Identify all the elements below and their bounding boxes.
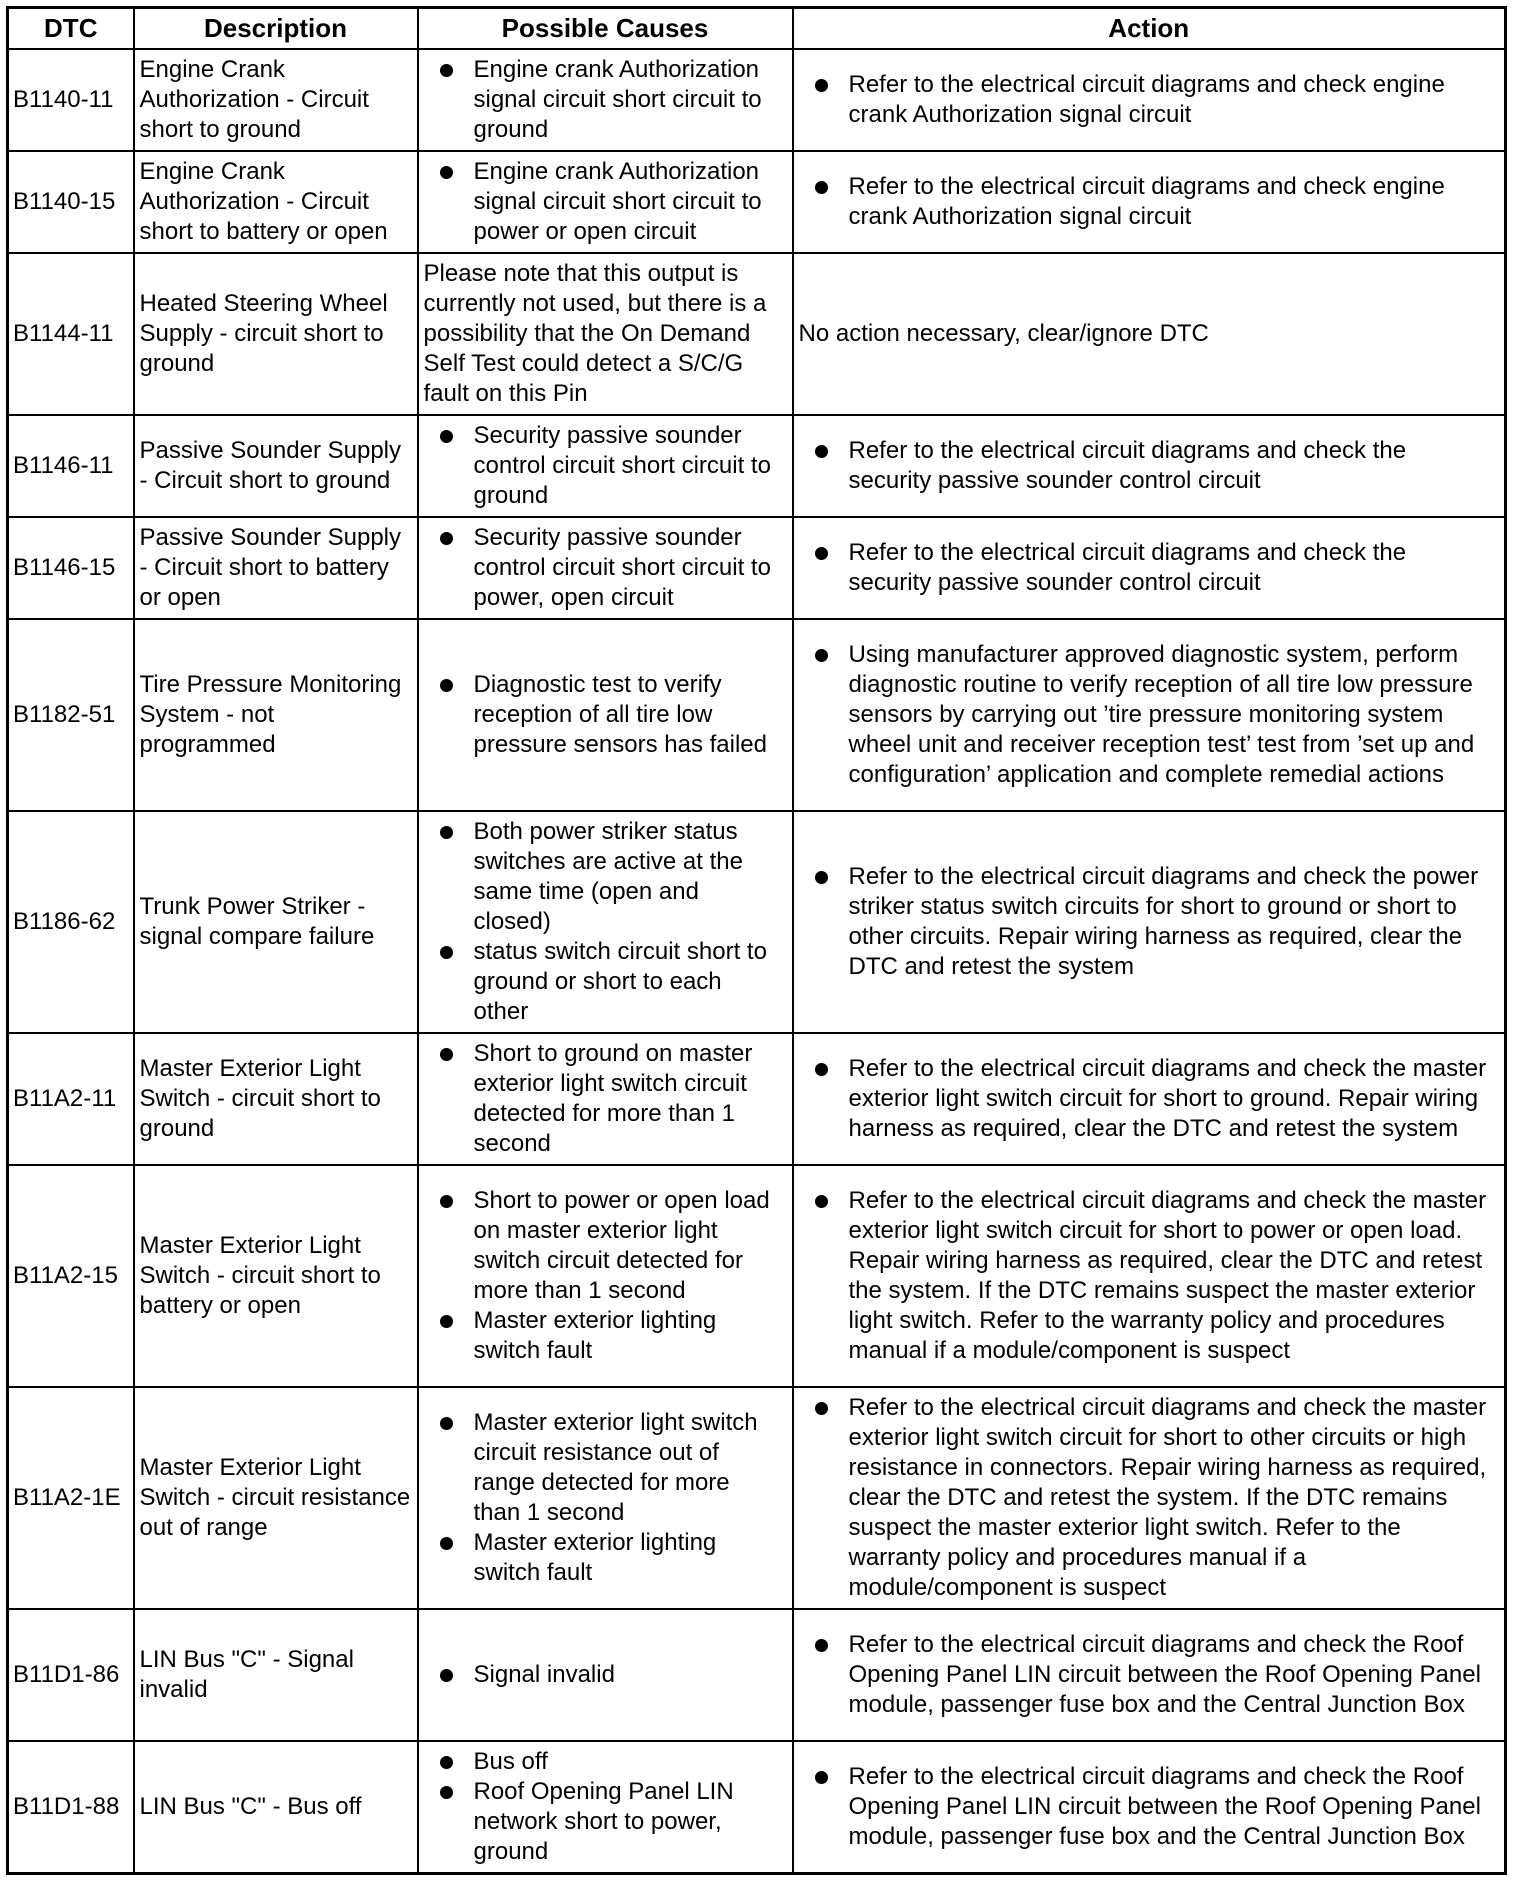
cause-item: Both power striker status switches are active at the same time (open and closed) bbox=[474, 817, 783, 937]
dtc-description: Engine Crank Authorization - Circuit short to battery or open bbox=[134, 151, 418, 253]
dtc-code: B1140-15 bbox=[8, 151, 134, 253]
table-row bbox=[8, 49, 1506, 151]
possible-causes bbox=[418, 1741, 793, 1873]
action bbox=[793, 415, 1506, 517]
dtc-code: B1146-15 bbox=[8, 517, 134, 619]
cause-item: Engine crank Authorization signal circuit short circuit to power or open circuit bbox=[474, 157, 783, 247]
header-possible-causes: Possible Causes bbox=[418, 8, 793, 50]
action-item: Using manufacturer approved diagnostic system, perform diagnostic routine to verify reception of all tire low pressure sensors by carrying out ’tire pressure monitoring system wheel unit and receiver reception test’ test from ’set up and configuration’ application and complete remedial actions bbox=[849, 640, 1496, 790]
dtc-description: Heated Steering Wheel Supply - circuit short to ground bbox=[134, 253, 418, 415]
action-item: Refer to the electrical circuit diagrams and check the master exterior light switch circuit for short to power or open load. Repair wiring harness as required, clear the DTC and retest the system. If the DTC remains suspect the master exterior light switch. Refer to the warranty policy and procedures manual if a module/component is suspect bbox=[849, 1186, 1496, 1366]
possible-causes bbox=[418, 1387, 793, 1609]
action bbox=[793, 1387, 1506, 1609]
action-list bbox=[799, 436, 1500, 496]
possible-causes bbox=[418, 49, 793, 151]
dtc-description: LIN Bus "C" - Signal invalid bbox=[134, 1609, 418, 1741]
action-list bbox=[799, 538, 1500, 598]
header-row bbox=[8, 8, 1506, 50]
action-list bbox=[799, 640, 1500, 790]
causes-list bbox=[424, 1660, 787, 1690]
action bbox=[793, 811, 1506, 1033]
action-item: Refer to the electrical circuit diagrams and check the security passive sounder control circuit bbox=[849, 436, 1496, 496]
dtc-code: B11D1-88 bbox=[8, 1741, 134, 1873]
action-item: Refer to the electrical circuit diagrams and check the Roof Opening Panel LIN circuit between the Roof Opening Panel module, passenger fuse box and the Central Junction Box bbox=[849, 1762, 1496, 1852]
action-list bbox=[799, 1762, 1500, 1852]
dtc-code: B1140-11 bbox=[8, 49, 134, 151]
dtc-description: Tire Pressure Monitoring System - not programmed bbox=[134, 619, 418, 811]
cause-item: Security passive sounder control circuit short circuit to power, open circuit bbox=[474, 523, 783, 613]
dtc-description: Passive Sounder Supply - Circuit short to battery or open bbox=[134, 517, 418, 619]
dtc-description: Trunk Power Striker - signal compare failure bbox=[134, 811, 418, 1033]
causes-list bbox=[424, 1408, 787, 1588]
causes-list bbox=[424, 1186, 787, 1366]
action bbox=[793, 151, 1506, 253]
action: No action necessary, clear/ignore DTC bbox=[793, 253, 1506, 415]
causes-list bbox=[424, 1039, 787, 1159]
table-row bbox=[8, 253, 1506, 415]
causes-list bbox=[424, 817, 787, 1027]
table-row bbox=[8, 517, 1506, 619]
table-row bbox=[8, 1033, 1506, 1165]
action bbox=[793, 1033, 1506, 1165]
action-list bbox=[799, 70, 1500, 130]
dtc-code: B1186-62 bbox=[8, 811, 134, 1033]
action bbox=[793, 517, 1506, 619]
dtc-code: B1144-11 bbox=[8, 253, 134, 415]
causes-list bbox=[424, 670, 787, 760]
table-row bbox=[8, 1609, 1506, 1741]
dtc-code: B11D1-86 bbox=[8, 1609, 134, 1741]
action-item: Refer to the electrical circuit diagrams and check engine crank Authorization signal circuit bbox=[849, 70, 1496, 130]
cause-item: Signal invalid bbox=[474, 1660, 783, 1690]
header-dtc: DTC bbox=[8, 8, 134, 50]
cause-item: Master exterior lighting switch fault bbox=[474, 1306, 783, 1366]
dtc-description: Master Exterior Light Switch - circuit resistance out of range bbox=[134, 1387, 418, 1609]
action-item: Refer to the electrical circuit diagrams and check the Roof Opening Panel LIN circuit between the Roof Opening Panel module, passenger fuse box and the Central Junction Box bbox=[849, 1630, 1496, 1720]
action bbox=[793, 619, 1506, 811]
action-list bbox=[799, 1393, 1500, 1603]
possible-causes bbox=[418, 1609, 793, 1741]
action-list bbox=[799, 172, 1500, 232]
cause-item: Diagnostic test to verify reception of all tire low pressure sensors has failed bbox=[474, 670, 783, 760]
action-item: Refer to the electrical circuit diagrams and check the power striker status switch circuits for short to ground or short to other circuits. Repair wiring harness as required, clear the DTC and retest the system bbox=[849, 862, 1496, 982]
dtc-description: Passive Sounder Supply - Circuit short to ground bbox=[134, 415, 418, 517]
dtc-description: Master Exterior Light Switch - circuit short to battery or open bbox=[134, 1165, 418, 1387]
action-list bbox=[799, 1186, 1500, 1366]
possible-causes bbox=[418, 151, 793, 253]
cause-item: Engine crank Authorization signal circuit short circuit to ground bbox=[474, 55, 783, 145]
action-item: Refer to the electrical circuit diagrams and check the master exterior light switch circuit for short to other circuits or high resistance in connectors. Repair wiring harness as required, clear the DTC and retest the system. If the DTC remains suspect the master exterior light switch. Refer to the warranty policy and procedures manual if a module/component is suspect bbox=[849, 1393, 1496, 1603]
cause-item: Master exterior lighting switch fault bbox=[474, 1528, 783, 1588]
possible-causes bbox=[418, 811, 793, 1033]
possible-causes bbox=[418, 1033, 793, 1165]
action-list bbox=[799, 862, 1500, 982]
causes-list bbox=[424, 523, 787, 613]
action-item: Refer to the electrical circuit diagrams and check the master exterior light switch circuit for short to ground. Repair wiring harness as required, clear the DTC and retest the system bbox=[849, 1054, 1496, 1144]
dtc-description: LIN Bus "C" - Bus off bbox=[134, 1741, 418, 1873]
cause-item: Short to ground on master exterior light switch circuit detected for more than 1 second bbox=[474, 1039, 783, 1159]
dtc-description: Master Exterior Light Switch - circuit short to ground bbox=[134, 1033, 418, 1165]
cause-item: Master exterior light switch circuit resistance out of range detected for more than 1 second bbox=[474, 1408, 783, 1528]
possible-causes bbox=[418, 415, 793, 517]
dtc-code: B1182-51 bbox=[8, 619, 134, 811]
table-row bbox=[8, 1387, 1506, 1609]
header-action: Action bbox=[793, 8, 1506, 50]
dtc-table bbox=[6, 6, 1507, 1875]
table-row bbox=[8, 811, 1506, 1033]
dtc-code: B11A2-11 bbox=[8, 1033, 134, 1165]
dtc-code: B1146-11 bbox=[8, 415, 134, 517]
cause-item: Bus off bbox=[474, 1747, 783, 1777]
possible-causes bbox=[418, 619, 793, 811]
cause-item: status switch circuit short to ground or short to each other bbox=[474, 937, 783, 1027]
table-row bbox=[8, 151, 1506, 253]
dtc-description: Engine Crank Authorization - Circuit short to ground bbox=[134, 49, 418, 151]
action-item: Refer to the electrical circuit diagrams and check the security passive sounder control circuit bbox=[849, 538, 1496, 598]
cause-item: Short to power or open load on master exterior light switch circuit detected for more than 1 second bbox=[474, 1186, 783, 1306]
possible-causes bbox=[418, 517, 793, 619]
dtc-code: B11A2-1E bbox=[8, 1387, 134, 1609]
possible-causes bbox=[418, 1165, 793, 1387]
action bbox=[793, 1165, 1506, 1387]
action-item: Refer to the electrical circuit diagrams and check engine crank Authorization signal circuit bbox=[849, 172, 1496, 232]
possible-causes: Please note that this output is currently not used, but there is a possibility that the On Demand Self Test could detect a S/C/G fault on this Pin bbox=[418, 253, 793, 415]
action bbox=[793, 1609, 1506, 1741]
causes-list bbox=[424, 1747, 787, 1867]
header-description: Description bbox=[134, 8, 418, 50]
table-row bbox=[8, 1741, 1506, 1873]
table-row bbox=[8, 1165, 1506, 1387]
action-list bbox=[799, 1630, 1500, 1720]
table-row bbox=[8, 619, 1506, 811]
action bbox=[793, 1741, 1506, 1873]
cause-item: Security passive sounder control circuit short circuit to ground bbox=[474, 421, 783, 511]
table-row bbox=[8, 415, 1506, 517]
causes-list bbox=[424, 55, 787, 145]
action bbox=[793, 49, 1506, 151]
cause-item: Roof Opening Panel LIN network short to power, ground bbox=[474, 1777, 783, 1867]
action-list bbox=[799, 1054, 1500, 1144]
causes-list bbox=[424, 157, 787, 247]
causes-list bbox=[424, 421, 787, 511]
dtc-code: B11A2-15 bbox=[8, 1165, 134, 1387]
